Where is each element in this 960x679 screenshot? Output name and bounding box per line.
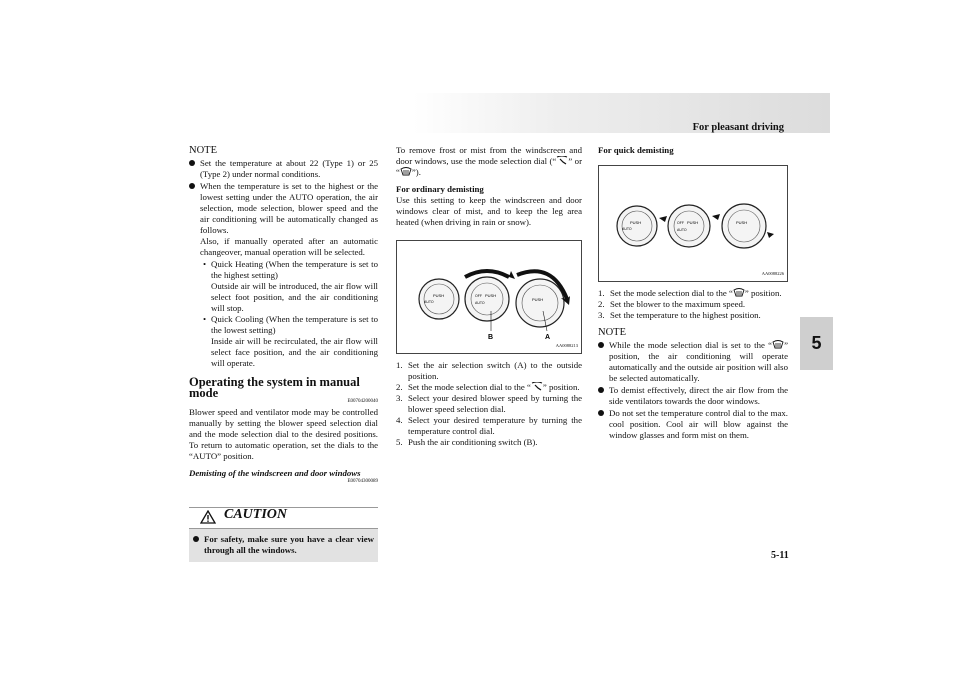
step-item: 1. Set the air selection switch (A) to the outside position.	[396, 360, 582, 381]
figure-label-a: A	[545, 334, 551, 341]
subsection-title: Demisting of the windscreen and door windows	[189, 468, 361, 478]
svg-text:PUSH: PUSH	[687, 220, 699, 225]
steps-list	[598, 288, 788, 321]
note-bullet: Do not set the temperature control dial to the max. cool position. Cool air will blow against the window glasses and form mist on them.	[598, 408, 788, 441]
svg-text:PUSH: PUSH	[630, 220, 642, 225]
note-bullet: To demist effectively, direct the air flow from the side ventilators towards the door windows.	[598, 385, 788, 407]
svg-text:PUSH: PUSH	[485, 293, 497, 298]
note-bullet: While the mode selection dial is set to the “ ” position, the air conditioning will operate automatically and the outside air position will also be selected automatically.	[598, 340, 788, 384]
svg-text:AUTO: AUTO	[677, 228, 687, 232]
figure-ordinary-demisting	[396, 240, 582, 354]
ordinary-demisting-heading: For ordinary demisting	[396, 184, 484, 194]
sub-bullet-body: Outside air will be introduced, the air flow will select foot position, and the air conditioning will stop.	[211, 281, 378, 313]
step-item: 2. Set the blower to the maximum speed.	[598, 299, 746, 309]
section-code: E00704200040	[347, 399, 378, 404]
step-item: 4. Select your desired temperature by turning the temperature control dial.	[396, 415, 582, 436]
defrost-icon	[400, 167, 412, 176]
bullet-icon	[598, 387, 604, 393]
column-left	[189, 145, 378, 563]
bullet-icon	[598, 342, 604, 348]
ordinary-demisting-body: Use this setting to keep the windscreen and door windows clear of mist, and to keep the leg area heated (when driving in rain or snow).	[396, 195, 582, 227]
bullet-icon	[193, 536, 199, 542]
climate-panel-illustration	[397, 241, 581, 353]
sub-bullet: • Quick Heating (When the temperature is set to the highest setting)	[203, 259, 378, 280]
svg-text:AUTO: AUTO	[622, 227, 632, 231]
svg-text:AUTO: AUTO	[424, 300, 434, 304]
bullet-icon	[189, 160, 195, 166]
defrost-icon	[733, 288, 745, 297]
sub-bullet-body: Inside air will be recirculated, the air flow will select face position, and the air conditioning will operate.	[211, 336, 378, 368]
figure-code: AA0088213	[555, 343, 578, 348]
step-item: 2. Set the mode selection dial to the “ ” position.	[396, 382, 580, 392]
defrost-icon	[772, 340, 784, 349]
svg-text:PUSH: PUSH	[433, 293, 445, 298]
svg-text:AUTO: AUTO	[475, 301, 485, 305]
windscreen-foot-mode-icon	[556, 156, 568, 165]
figure-quick-demisting	[598, 165, 788, 282]
page-number: 5-11	[771, 550, 789, 561]
warning-triangle-icon	[200, 510, 216, 524]
svg-text:OFF: OFF	[475, 294, 482, 298]
page-header-band	[413, 93, 830, 133]
note-bullet: When the temperature is set to the highest or the lowest setting under the AUTO operation, the air selection, mode selection, blower speed and the air conditioning will be automatically changed as follows. Also, if manually operated after an automatic changeover, manual operation will be selected.	[189, 181, 378, 258]
bullet-icon	[598, 410, 604, 416]
svg-text:PUSH: PUSH	[736, 220, 748, 225]
bullet-icon	[189, 183, 195, 189]
column-right	[598, 145, 788, 442]
step-item: 5. Push the air conditioning switch (B).	[396, 437, 538, 447]
note-bullet: Set the temperature at about 22 (Type 1) or 25 (Type 2) under normal conditions.	[189, 158, 378, 180]
step-item: 3. Set the temperature to the highest position.	[598, 310, 761, 320]
figure-code: AA0088226	[761, 271, 784, 276]
section-body: Blower speed and ventilator mode may be controlled manually by setting the blower speed selection dial and the mode selection dial to the desired positions. To return to automatic operation, set the dials to the “AUTO” position.	[189, 407, 378, 461]
subsection-code: E00704300089	[347, 479, 378, 484]
caution-text-item: For safety, make sure you have a clear view through all the windows.	[189, 529, 378, 562]
section-title: Operating the system in manual mode	[189, 375, 360, 400]
demist-intro: To remove frost or mist from the windscreen and door windows, use the mode selection dial (“ ” or “ ”).	[396, 145, 582, 177]
chapter-tab: 5	[800, 317, 833, 370]
step-item: 3. Select your desired blower speed by turning the blower speed selection dial.	[396, 393, 582, 414]
note-heading: NOTE	[189, 145, 217, 156]
svg-text:PUSH: PUSH	[532, 297, 544, 302]
quick-demisting-heading: For quick demisting	[598, 145, 674, 155]
steps-list	[396, 360, 582, 448]
note-heading: NOTE	[598, 327, 626, 338]
caution-title: CAUTION	[224, 507, 288, 522]
step-item: 1. Set the mode selection dial to the “ ” position.	[598, 288, 782, 298]
figure-label-b: B	[488, 334, 494, 341]
caution-box	[189, 507, 378, 562]
windscreen-foot-mode-icon	[531, 382, 543, 391]
climate-panel-illustration	[599, 166, 787, 281]
sub-bullet: • Quick Cooling (When the temperature is set to the lowest setting)	[203, 314, 378, 335]
page-header-title: For pleasant driving	[692, 122, 784, 133]
svg-text:OFF: OFF	[677, 221, 684, 225]
column-middle	[396, 145, 582, 448]
caution-header	[189, 508, 378, 529]
